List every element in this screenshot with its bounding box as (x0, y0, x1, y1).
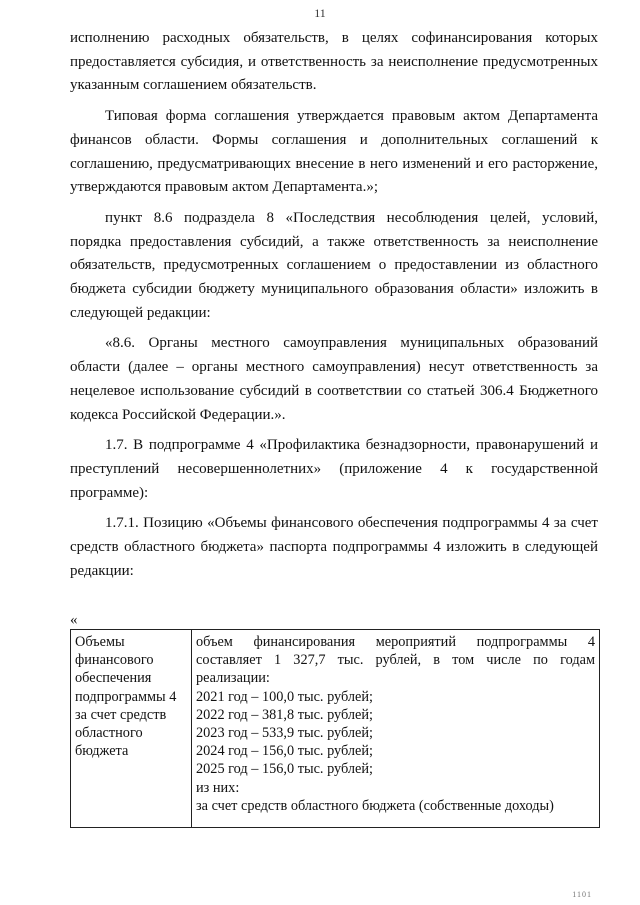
funding-source: за счет средств областного бюджета (собственные доходы) (196, 797, 554, 814)
label-line: финансового (75, 652, 154, 669)
label-line: бюджета (75, 743, 129, 760)
paragraph-section-1-7-1: 1.7.1. Позицию «Объемы финансового обеспечения подпрограммы 4 за счет средств областного бюджета» паспорта подпрограммы 4 изложить в следующей редакции: (70, 515, 598, 579)
table-label-cell (71, 630, 192, 828)
paragraph-agreement-form: Типовая форма соглашения утверждается правовым актом Департамента финансов области. Формы соглашения и дополнительных соглашений к соглашению, предусматривающих внесение в него изменений и его расторжение, утверждаются правовым актом Департамента.»; (70, 108, 598, 196)
paragraph-continuation: исполнению расходных обязательств, в целях софинансирования которых предоставляется субсидия, и ответственность за неисполнение предусмотренных указанным соглашением обязательств. (70, 30, 598, 94)
year-amount: 2023 год – 533,9 тыс. рублей; (196, 725, 374, 742)
paragraph-item-8-6: пункт 8.6 подраздела 8 «Последствия несоблюдения целей, условий, порядка предоставления субсидий, а также ответственность за неисполнение обязательств, предусмотренных соглашением о предоставлении из областного бюджета субсидии бюджету муниципального образования области» изложить в следующей редакции: (70, 209, 598, 321)
year-amount: 2021 год – 100,0 тыс. рублей; (196, 688, 374, 705)
label-line: областного (75, 725, 143, 742)
label-line: подпрограммы 4 (75, 688, 177, 705)
label-line: Объемы (75, 634, 125, 650)
of-them-label: из них: (196, 779, 240, 796)
page-number: 11 (314, 6, 326, 20)
year-amount: 2025 год – 156,0 тыс. рублей; (196, 761, 374, 778)
opening-quote: « (70, 612, 78, 628)
financing-table (70, 629, 600, 828)
footer-mark: 1101 (572, 890, 592, 899)
year-amount: 2024 год – 156,0 тыс. рублей; (196, 743, 374, 760)
paragraph-quote-8-6: «8.6. Органы местного самоуправления муниципальных образований области (далее – органы местного самоуправления) несут ответственность за нецелевое использование субсидий в соответствии со статьей 306.4 Бюджетного кодекса Российской Федерации.». (70, 335, 598, 423)
table-value-cell (192, 630, 600, 828)
label-line: обеспечения (75, 670, 152, 687)
year-amount: 2022 год – 381,8 тыс. рублей; (196, 706, 374, 723)
paragraph-section-1-7: 1.7. В подпрограмме 4 «Профилактика безнадзорности, правонарушений и преступлений несовершеннолетних» (приложение 4 к государственной программе): (70, 437, 598, 501)
financing-intro: объем финансирования мероприятий подпрограммы 4 составляет 1 327,7 тыс. рублей, в том числе по годам реализации: (196, 634, 595, 687)
label-line: за счет средств (75, 706, 167, 723)
document-body (70, 27, 598, 590)
table-row (71, 630, 600, 828)
